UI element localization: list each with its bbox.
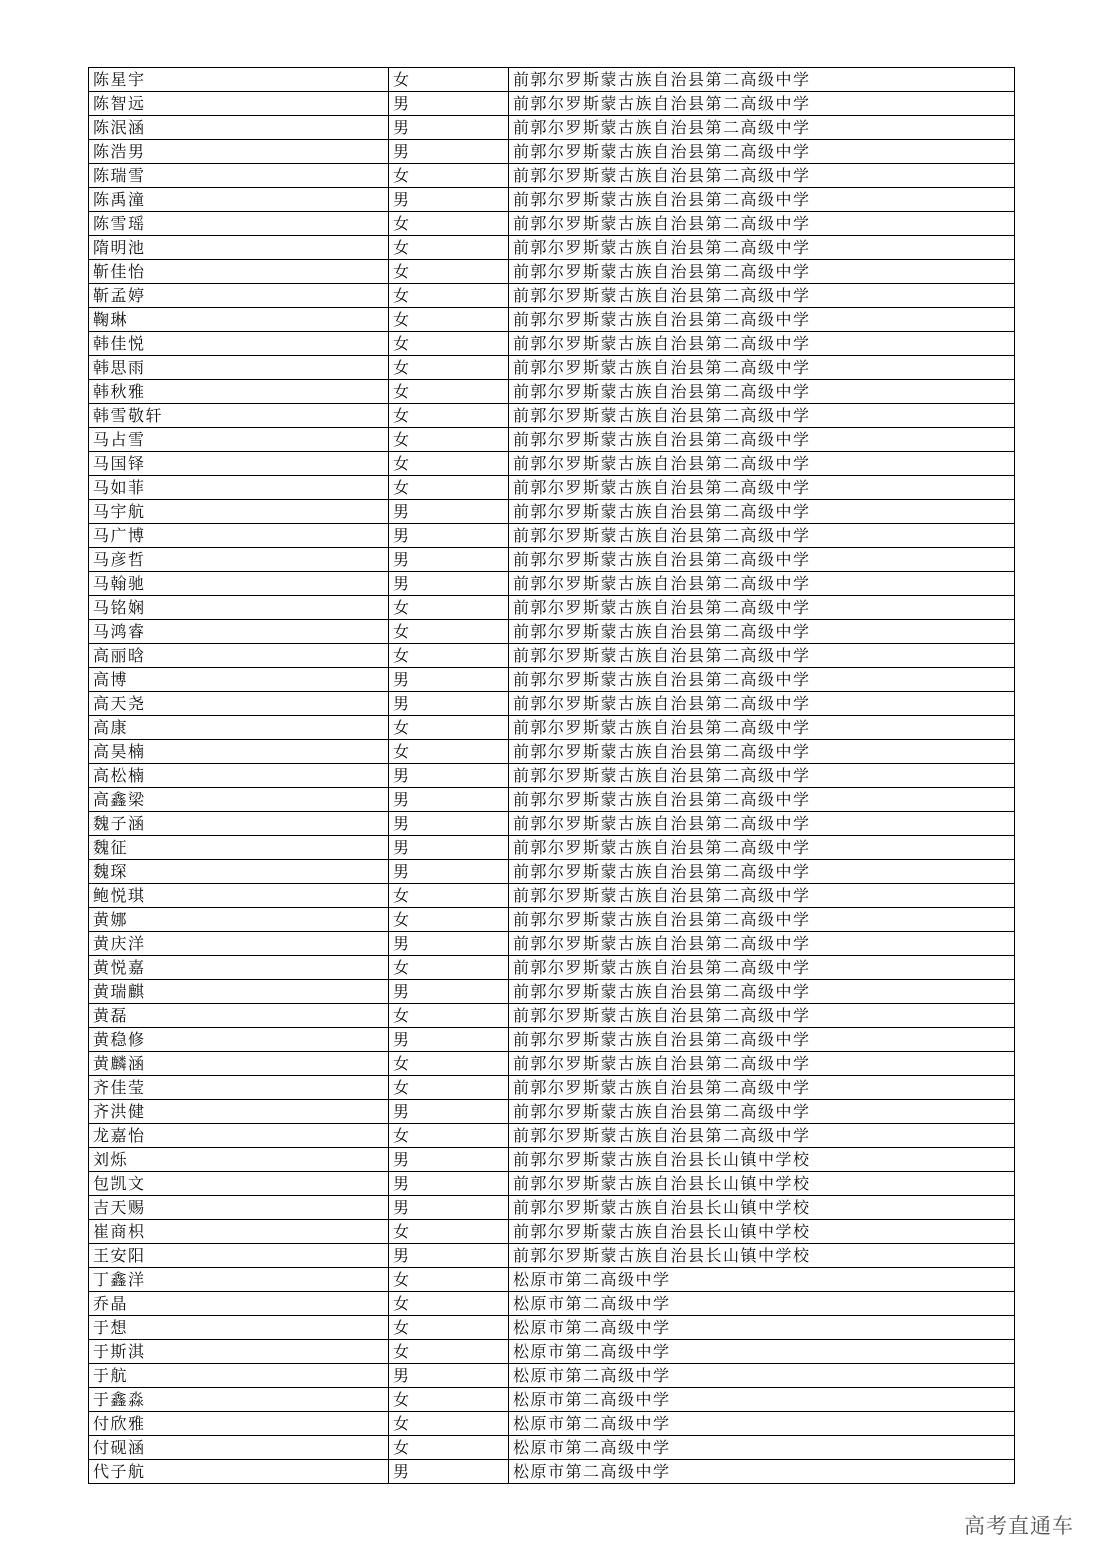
table-row xyxy=(89,332,1015,356)
name-cell: 韩思雨 xyxy=(89,356,389,380)
school-cell: 前郭尔罗斯蒙古族自治县第二高级中学 xyxy=(509,452,1015,476)
name-cell: 马鸿睿 xyxy=(89,620,389,644)
table-row xyxy=(89,140,1015,164)
school-cell: 前郭尔罗斯蒙古族自治县第二高级中学 xyxy=(509,740,1015,764)
table-row xyxy=(89,1196,1015,1220)
gender-cell: 男 xyxy=(389,1196,509,1220)
table-row xyxy=(89,788,1015,812)
name-cell: 魏琛 xyxy=(89,860,389,884)
name-cell: 高鑫梁 xyxy=(89,788,389,812)
school-cell: 前郭尔罗斯蒙古族自治县第二高级中学 xyxy=(509,884,1015,908)
school-cell: 前郭尔罗斯蒙古族自治县第二高级中学 xyxy=(509,332,1015,356)
name-cell: 崔商枳 xyxy=(89,1220,389,1244)
name-cell: 陈泯涵 xyxy=(89,116,389,140)
name-cell: 于想 xyxy=(89,1316,389,1340)
name-cell: 马宇航 xyxy=(89,500,389,524)
school-cell: 前郭尔罗斯蒙古族自治县第二高级中学 xyxy=(509,308,1015,332)
name-cell: 马彦哲 xyxy=(89,548,389,572)
name-cell: 吉天赐 xyxy=(89,1196,389,1220)
name-cell: 付砚涵 xyxy=(89,1436,389,1460)
name-cell: 高康 xyxy=(89,716,389,740)
name-cell: 魏征 xyxy=(89,836,389,860)
gender-cell: 男 xyxy=(389,932,509,956)
gender-cell: 女 xyxy=(389,1292,509,1316)
table-row xyxy=(89,860,1015,884)
table-row xyxy=(89,524,1015,548)
name-cell: 齐洪健 xyxy=(89,1100,389,1124)
gender-cell: 女 xyxy=(389,356,509,380)
name-cell: 高丽晗 xyxy=(89,644,389,668)
gender-cell: 女 xyxy=(389,164,509,188)
name-cell: 陈浩男 xyxy=(89,140,389,164)
name-cell: 付欣雅 xyxy=(89,1412,389,1436)
table-row xyxy=(89,116,1015,140)
name-cell: 高昊楠 xyxy=(89,740,389,764)
name-cell: 齐佳莹 xyxy=(89,1076,389,1100)
school-cell: 前郭尔罗斯蒙古族自治县第二高级中学 xyxy=(509,1076,1015,1100)
gender-cell: 男 xyxy=(389,1460,509,1484)
gender-cell: 女 xyxy=(389,1076,509,1100)
school-cell: 前郭尔罗斯蒙古族自治县第二高级中学 xyxy=(509,1100,1015,1124)
table-row xyxy=(89,1052,1015,1076)
school-cell: 前郭尔罗斯蒙古族自治县第二高级中学 xyxy=(509,620,1015,644)
school-cell: 前郭尔罗斯蒙古族自治县第二高级中学 xyxy=(509,1052,1015,1076)
gender-cell: 女 xyxy=(389,284,509,308)
table-row xyxy=(89,572,1015,596)
school-cell: 前郭尔罗斯蒙古族自治县第二高级中学 xyxy=(509,812,1015,836)
name-cell: 龙嘉怡 xyxy=(89,1124,389,1148)
school-cell: 前郭尔罗斯蒙古族自治县第二高级中学 xyxy=(509,404,1015,428)
gender-cell: 女 xyxy=(389,716,509,740)
table-row xyxy=(89,548,1015,572)
table-row xyxy=(89,1412,1015,1436)
school-cell: 松原市第二高级中学 xyxy=(509,1436,1015,1460)
gender-cell: 女 xyxy=(389,236,509,260)
gender-cell: 女 xyxy=(389,1004,509,1028)
school-cell: 前郭尔罗斯蒙古族自治县第二高级中学 xyxy=(509,572,1015,596)
table-row xyxy=(89,284,1015,308)
name-cell: 丁鑫洋 xyxy=(89,1268,389,1292)
name-cell: 陈智远 xyxy=(89,92,389,116)
name-cell: 黄磊 xyxy=(89,1004,389,1028)
gender-cell: 女 xyxy=(389,68,509,92)
table-row xyxy=(89,1172,1015,1196)
gender-cell: 男 xyxy=(389,1100,509,1124)
school-cell: 前郭尔罗斯蒙古族自治县第二高级中学 xyxy=(509,188,1015,212)
school-cell: 前郭尔罗斯蒙古族自治县第二高级中学 xyxy=(509,764,1015,788)
school-cell: 前郭尔罗斯蒙古族自治县长山镇中学校 xyxy=(509,1196,1015,1220)
gender-cell: 男 xyxy=(389,92,509,116)
table-row xyxy=(89,620,1015,644)
gender-cell: 男 xyxy=(389,1028,509,1052)
gender-cell: 男 xyxy=(389,548,509,572)
table-row xyxy=(89,1220,1015,1244)
gender-cell: 男 xyxy=(389,764,509,788)
gender-cell: 男 xyxy=(389,1148,509,1172)
table-row xyxy=(89,1124,1015,1148)
school-cell: 前郭尔罗斯蒙古族自治县第二高级中学 xyxy=(509,68,1015,92)
table-row xyxy=(89,1100,1015,1124)
school-cell: 松原市第二高级中学 xyxy=(509,1364,1015,1388)
name-cell: 于鑫淼 xyxy=(89,1388,389,1412)
gender-cell: 男 xyxy=(389,692,509,716)
gender-cell: 男 xyxy=(389,1172,509,1196)
school-cell: 前郭尔罗斯蒙古族自治县第二高级中学 xyxy=(509,428,1015,452)
table-row xyxy=(89,1244,1015,1268)
name-cell: 高博 xyxy=(89,668,389,692)
gender-cell: 女 xyxy=(389,740,509,764)
school-cell: 前郭尔罗斯蒙古族自治县第二高级中学 xyxy=(509,836,1015,860)
table-row xyxy=(89,596,1015,620)
name-cell: 陈禹潼 xyxy=(89,188,389,212)
school-cell: 前郭尔罗斯蒙古族自治县第二高级中学 xyxy=(509,596,1015,620)
school-cell: 前郭尔罗斯蒙古族自治县第二高级中学 xyxy=(509,164,1015,188)
table-row xyxy=(89,92,1015,116)
gender-cell: 女 xyxy=(389,404,509,428)
name-cell: 王安阳 xyxy=(89,1244,389,1268)
name-cell: 韩佳悦 xyxy=(89,332,389,356)
gender-cell: 男 xyxy=(389,860,509,884)
gender-cell: 男 xyxy=(389,500,509,524)
gender-cell: 女 xyxy=(389,332,509,356)
school-cell: 前郭尔罗斯蒙古族自治县第二高级中学 xyxy=(509,260,1015,284)
table-row xyxy=(89,1436,1015,1460)
school-cell: 前郭尔罗斯蒙古族自治县长山镇中学校 xyxy=(509,1172,1015,1196)
table-row xyxy=(89,1076,1015,1100)
table-row xyxy=(89,1292,1015,1316)
table-row xyxy=(89,404,1015,428)
watermark-text: 高考直通车 xyxy=(964,1514,1074,1538)
school-cell: 前郭尔罗斯蒙古族自治县长山镇中学校 xyxy=(509,1220,1015,1244)
table-row xyxy=(89,212,1015,236)
table-row xyxy=(89,1460,1015,1484)
gender-cell: 女 xyxy=(389,1436,509,1460)
gender-cell: 男 xyxy=(389,788,509,812)
table-row xyxy=(89,164,1015,188)
table-row xyxy=(89,1364,1015,1388)
name-cell: 陈星宇 xyxy=(89,68,389,92)
gender-cell: 女 xyxy=(389,212,509,236)
table-row xyxy=(89,308,1015,332)
name-cell: 靳孟婷 xyxy=(89,284,389,308)
name-cell: 乔晶 xyxy=(89,1292,389,1316)
name-cell: 陈雪瑶 xyxy=(89,212,389,236)
name-cell: 马广博 xyxy=(89,524,389,548)
name-cell: 黄瑞麒 xyxy=(89,980,389,1004)
table-row xyxy=(89,1268,1015,1292)
table-row xyxy=(89,1028,1015,1052)
gender-cell: 女 xyxy=(389,428,509,452)
gender-cell: 女 xyxy=(389,380,509,404)
table-row xyxy=(89,980,1015,1004)
school-cell: 前郭尔罗斯蒙古族自治县第二高级中学 xyxy=(509,668,1015,692)
name-cell: 黄庆洋 xyxy=(89,932,389,956)
school-cell: 前郭尔罗斯蒙古族自治县第二高级中学 xyxy=(509,1124,1015,1148)
gender-cell: 女 xyxy=(389,908,509,932)
school-cell: 前郭尔罗斯蒙古族自治县第二高级中学 xyxy=(509,236,1015,260)
gender-cell: 女 xyxy=(389,452,509,476)
school-cell: 前郭尔罗斯蒙古族自治县第二高级中学 xyxy=(509,92,1015,116)
table-row xyxy=(89,836,1015,860)
roster-body xyxy=(89,68,1015,1484)
gender-cell: 女 xyxy=(389,644,509,668)
table-row xyxy=(89,236,1015,260)
name-cell: 黄娜 xyxy=(89,908,389,932)
table-row xyxy=(89,692,1015,716)
gender-cell: 女 xyxy=(389,1340,509,1364)
table-row xyxy=(89,884,1015,908)
table-row xyxy=(89,1004,1015,1028)
school-cell: 前郭尔罗斯蒙古族自治县第二高级中学 xyxy=(509,956,1015,980)
gender-cell: 男 xyxy=(389,572,509,596)
table-row xyxy=(89,476,1015,500)
table-row xyxy=(89,644,1015,668)
school-cell: 松原市第二高级中学 xyxy=(509,1412,1015,1436)
student-roster-table xyxy=(88,67,1015,1484)
table-row xyxy=(89,908,1015,932)
name-cell: 马占雪 xyxy=(89,428,389,452)
gender-cell: 男 xyxy=(389,1244,509,1268)
table-row xyxy=(89,380,1015,404)
gender-cell: 男 xyxy=(389,668,509,692)
school-cell: 前郭尔罗斯蒙古族自治县第二高级中学 xyxy=(509,788,1015,812)
gender-cell: 女 xyxy=(389,956,509,980)
table-row xyxy=(89,188,1015,212)
school-cell: 前郭尔罗斯蒙古族自治县第二高级中学 xyxy=(509,212,1015,236)
name-cell: 黄悦嘉 xyxy=(89,956,389,980)
name-cell: 鞠琳 xyxy=(89,308,389,332)
table-row xyxy=(89,812,1015,836)
school-cell: 前郭尔罗斯蒙古族自治县第二高级中学 xyxy=(509,932,1015,956)
school-cell: 前郭尔罗斯蒙古族自治县第二高级中学 xyxy=(509,1004,1015,1028)
name-cell: 黄麟涵 xyxy=(89,1052,389,1076)
name-cell: 包凯文 xyxy=(89,1172,389,1196)
school-cell: 前郭尔罗斯蒙古族自治县第二高级中学 xyxy=(509,476,1015,500)
gender-cell: 男 xyxy=(389,980,509,1004)
table-row xyxy=(89,356,1015,380)
name-cell: 韩雪敬轩 xyxy=(89,404,389,428)
table-row xyxy=(89,1340,1015,1364)
school-cell: 前郭尔罗斯蒙古族自治县第二高级中学 xyxy=(509,716,1015,740)
school-cell: 前郭尔罗斯蒙古族自治县第二高级中学 xyxy=(509,524,1015,548)
name-cell: 陈瑞雪 xyxy=(89,164,389,188)
school-cell: 松原市第二高级中学 xyxy=(509,1460,1015,1484)
school-cell: 前郭尔罗斯蒙古族自治县第二高级中学 xyxy=(509,356,1015,380)
name-cell: 于斯淇 xyxy=(89,1340,389,1364)
school-cell: 松原市第二高级中学 xyxy=(509,1268,1015,1292)
name-cell: 魏子涵 xyxy=(89,812,389,836)
table-row xyxy=(89,500,1015,524)
gender-cell: 女 xyxy=(389,1316,509,1340)
name-cell: 靳佳怡 xyxy=(89,260,389,284)
name-cell: 韩秋雅 xyxy=(89,380,389,404)
gender-cell: 男 xyxy=(389,140,509,164)
gender-cell: 女 xyxy=(389,1220,509,1244)
school-cell: 松原市第二高级中学 xyxy=(509,1316,1015,1340)
gender-cell: 女 xyxy=(389,1388,509,1412)
gender-cell: 男 xyxy=(389,188,509,212)
school-cell: 前郭尔罗斯蒙古族自治县第二高级中学 xyxy=(509,140,1015,164)
name-cell: 马国铎 xyxy=(89,452,389,476)
name-cell: 鲍悦琪 xyxy=(89,884,389,908)
school-cell: 前郭尔罗斯蒙古族自治县第二高级中学 xyxy=(509,284,1015,308)
school-cell: 前郭尔罗斯蒙古族自治县第二高级中学 xyxy=(509,644,1015,668)
school-cell: 前郭尔罗斯蒙古族自治县第二高级中学 xyxy=(509,116,1015,140)
gender-cell: 男 xyxy=(389,116,509,140)
gender-cell: 男 xyxy=(389,812,509,836)
table-row xyxy=(89,260,1015,284)
table-row xyxy=(89,932,1015,956)
table-row xyxy=(89,668,1015,692)
gender-cell: 女 xyxy=(389,1052,509,1076)
name-cell: 刘烁 xyxy=(89,1148,389,1172)
name-cell: 马铭娴 xyxy=(89,596,389,620)
school-cell: 前郭尔罗斯蒙古族自治县第二高级中学 xyxy=(509,692,1015,716)
gender-cell: 女 xyxy=(389,476,509,500)
school-cell: 前郭尔罗斯蒙古族自治县第二高级中学 xyxy=(509,860,1015,884)
school-cell: 前郭尔罗斯蒙古族自治县第二高级中学 xyxy=(509,380,1015,404)
gender-cell: 女 xyxy=(389,1124,509,1148)
school-cell: 前郭尔罗斯蒙古族自治县第二高级中学 xyxy=(509,548,1015,572)
school-cell: 松原市第二高级中学 xyxy=(509,1292,1015,1316)
name-cell: 于航 xyxy=(89,1364,389,1388)
school-cell: 前郭尔罗斯蒙古族自治县第二高级中学 xyxy=(509,908,1015,932)
school-cell: 前郭尔罗斯蒙古族自治县第二高级中学 xyxy=(509,500,1015,524)
name-cell: 高天尧 xyxy=(89,692,389,716)
school-cell: 松原市第二高级中学 xyxy=(509,1340,1015,1364)
school-cell: 前郭尔罗斯蒙古族自治县长山镇中学校 xyxy=(509,1148,1015,1172)
gender-cell: 男 xyxy=(389,1364,509,1388)
name-cell: 隋明池 xyxy=(89,236,389,260)
school-cell: 前郭尔罗斯蒙古族自治县第二高级中学 xyxy=(509,980,1015,1004)
table-row xyxy=(89,956,1015,980)
table-row xyxy=(89,428,1015,452)
table-row xyxy=(89,1148,1015,1172)
table-row xyxy=(89,1388,1015,1412)
gender-cell: 女 xyxy=(389,1268,509,1292)
gender-cell: 女 xyxy=(389,308,509,332)
gender-cell: 女 xyxy=(389,884,509,908)
name-cell: 代子航 xyxy=(89,1460,389,1484)
name-cell: 黄稳修 xyxy=(89,1028,389,1052)
table-row xyxy=(89,764,1015,788)
table-row xyxy=(89,1316,1015,1340)
table-row xyxy=(89,452,1015,476)
gender-cell: 男 xyxy=(389,836,509,860)
school-cell: 松原市第二高级中学 xyxy=(509,1388,1015,1412)
table-row xyxy=(89,68,1015,92)
table-row xyxy=(89,740,1015,764)
table-row xyxy=(89,716,1015,740)
gender-cell: 女 xyxy=(389,1412,509,1436)
school-cell: 前郭尔罗斯蒙古族自治县长山镇中学校 xyxy=(509,1244,1015,1268)
gender-cell: 女 xyxy=(389,620,509,644)
school-cell: 前郭尔罗斯蒙古族自治县第二高级中学 xyxy=(509,1028,1015,1052)
gender-cell: 女 xyxy=(389,596,509,620)
name-cell: 马翰驰 xyxy=(89,572,389,596)
name-cell: 马如菲 xyxy=(89,476,389,500)
gender-cell: 女 xyxy=(389,260,509,284)
gender-cell: 男 xyxy=(389,524,509,548)
name-cell: 高松楠 xyxy=(89,764,389,788)
